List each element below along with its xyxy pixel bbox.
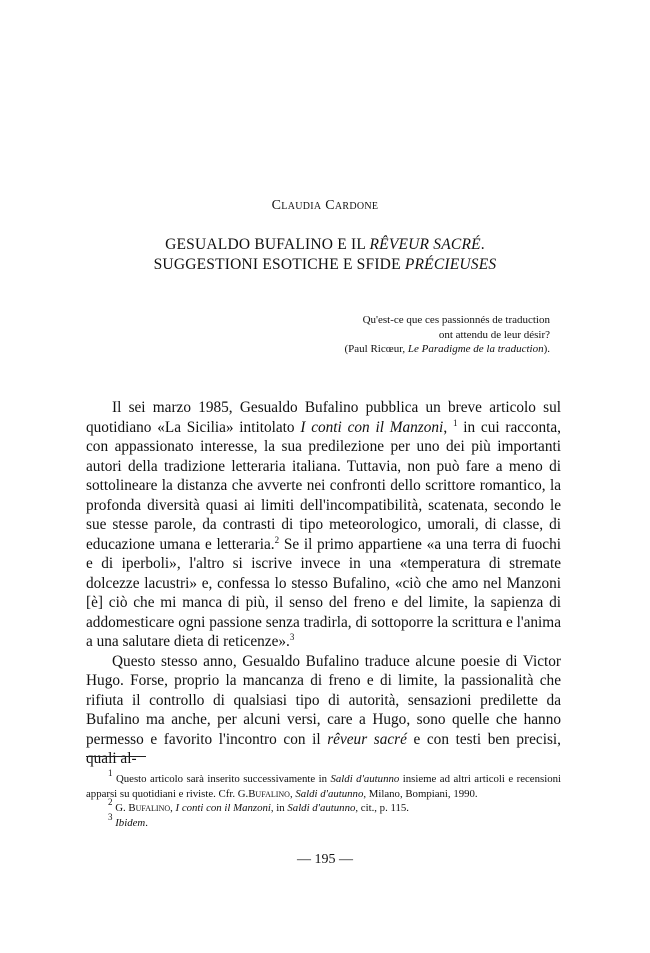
paragraph-1: Il sei marzo 1985, Gesualdo Bufalino pubblica un breve articolo sul quotidiano «La Sicilia» intitolato I conti con il Manzoni, $^1$ in cui racconta, con appassionato interesse, la sua predilezione per uno dei più importanti autori della tradizione letteraria italiana. Tuttavia, non può fare a meno di sottolineare la distanza che avverte nei confronti dello scrittore romantico, la profonda diversità quasi ai limiti dell'incompatibilità, scatenata, secondo le sue stesse parole, da contrasti di tipo meteorologico, umorali, di classe, di educazione umana e letteraria.$^2$ Se il primo appartiene «a una terra di fuochi e di iperboli», l'altro si iscrive invece in una «temperatura di stremate dolcezze lacustri» e, confessa lo stesso Bufalino, «ciò che amo nel Manzoni [è] ciò che mi manca di più, il senso del freno e del limite, la sapienza di addomesticare ogni passione senza tradirla, di sottoporre la scrittura e l'anima a una salutare dieta di reticenze».$^3$ [86,399,562,650]
footnote-ref-1[interactable]: 1 [452,417,458,428]
footnote-3: $^3$ Ibidem. [108,811,148,829]
author-name: Claudia Cardone [271,198,379,213]
footnote-1: $^1$ Questo articolo sarà inserito successivamente in Saldi d'autunno insieme ad altri articoli e recensioni apparsi su quotidiani e riviste. Cfr. G.Bufalino, Saldi d'autunno, Milano, Bompiani, 1990. [86,768,561,800]
paragraph-2: Questo stesso anno, Gesualdo Bufalino traduce alcune poesie di Victor Hugo. Forse, proprio la mancanza di freno e di limite, la passionalità che rifiuta il controllo di qualsiasi tipo di autorità, sensazioni predilette da Bufalino ma anche, per alcuni versi, care a Hugo, sono quelle che hanno permesso e favorito l'incontro con il rêveur sacré e con testi ben precisi, quali al- [86,652,561,767]
footnote-2: $^2$ G. Bufalino, I conti con il Manzoni, in Saldi d'autunno, cit., p. 115. [108,797,409,814]
footnote-ref-3[interactable]: 3 [289,632,295,642]
body-text [86,398,561,769]
epigraph [250,313,550,357]
page-number: — 195 — [297,852,353,867]
title-line-1: GESUALDO BUFALINO E IL RÊVEUR SACRÉ. [165,236,485,253]
epigraph-line-1: Qu'est-ce que ces passionnés de traduction [362,314,550,326]
footnote-ref-2[interactable]: 2 [274,534,280,545]
footnotes [86,768,561,830]
article-title [0,235,650,275]
epigraph-attribution: (Paul Ricœur, Le Paradigme de la traduction). [344,343,550,355]
title-line-2: SUGGESTIONI ESOTICHE E SFIDE PRÉCIEUSES [153,256,497,273]
footnote-divider [86,756,146,757]
epigraph-line-2: ont attendu de leur désir? [438,328,550,341]
